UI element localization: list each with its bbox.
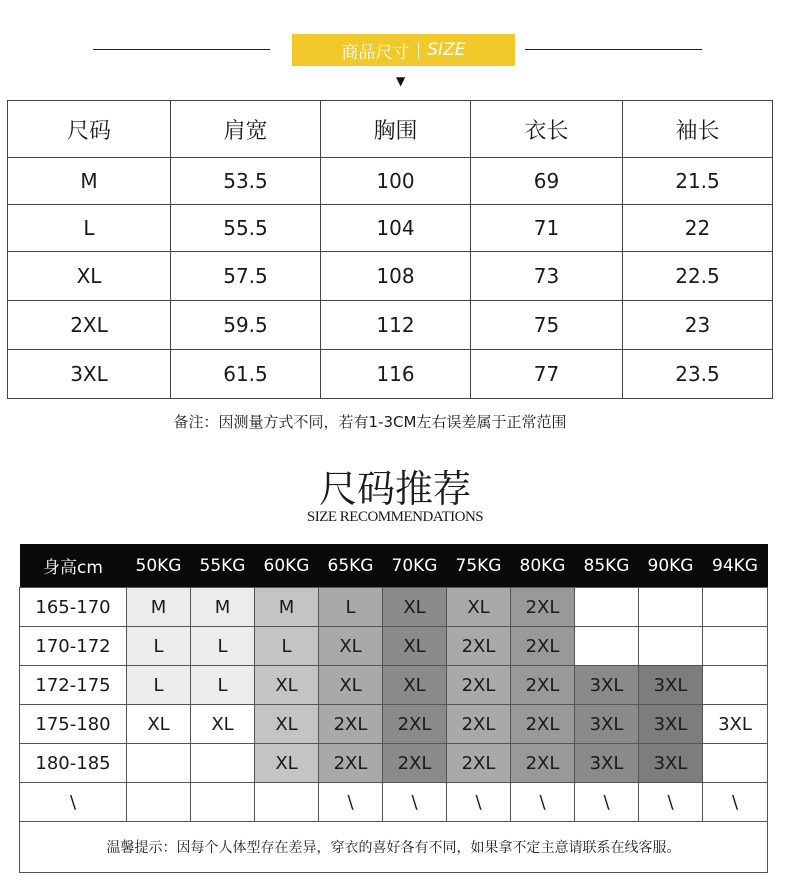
table-cell: 2XL <box>8 301 171 350</box>
recommendation-table <box>19 544 768 873</box>
table-cell: 71 <box>471 205 623 252</box>
table-row <box>20 744 768 783</box>
height-cell: 180-185 <box>20 744 127 783</box>
banner-separator: | <box>415 40 422 60</box>
size-cell: XL <box>255 705 319 744</box>
column-header: 65KG <box>319 544 383 588</box>
size-cell <box>639 588 703 627</box>
recommendation-title: 尺码推荐 <box>318 467 471 511</box>
column-header: 70KG <box>383 544 447 588</box>
column-header: 衣长 <box>471 101 623 158</box>
column-header: 94KG <box>703 544 768 588</box>
down-arrow-icon: ▼ <box>396 74 406 88</box>
table-row <box>8 350 773 399</box>
table-row <box>20 666 768 705</box>
size-cell: 2XL <box>511 627 575 666</box>
size-cell: M <box>191 588 255 627</box>
table-cell: 21.5 <box>623 158 773 205</box>
table-cell: 104 <box>321 205 471 252</box>
size-cell: 2XL <box>511 588 575 627</box>
table-row <box>20 588 768 627</box>
size-cell <box>575 627 639 666</box>
size-cell: XL <box>255 666 319 705</box>
height-cell: 172-175 <box>20 666 127 705</box>
table-cell: 112 <box>321 301 471 350</box>
size-cell: 2XL <box>511 744 575 783</box>
size-cell: 3XL <box>703 705 768 744</box>
size-cell: 3XL <box>639 666 703 705</box>
size-cell: XL <box>127 705 191 744</box>
column-header: 60KG <box>255 544 319 588</box>
banner-title-en: SIZE <box>427 40 466 60</box>
size-cell: 2XL <box>447 666 511 705</box>
size-cell <box>703 666 768 705</box>
size-cell: 2XL <box>319 744 383 783</box>
table-cell: XL <box>8 252 171 301</box>
table-cell: 3XL <box>8 350 171 399</box>
size-cell <box>703 744 768 783</box>
table-cell: L <box>8 205 171 252</box>
recommendation-header <box>20 544 768 588</box>
measurement-note: 备注：因测量方式不同，若有1-3CM左右误差属于正常范围 <box>173 413 567 431</box>
size-cell: \ <box>639 783 703 822</box>
size-cell: 3XL <box>575 744 639 783</box>
table-cell: 100 <box>321 158 471 205</box>
height-cell: \ <box>20 783 127 822</box>
size-cell: L <box>319 588 383 627</box>
size-cell: XL <box>447 588 511 627</box>
size-cell <box>575 588 639 627</box>
table-cell: 108 <box>321 252 471 301</box>
size-cell <box>639 627 703 666</box>
table-cell: 59.5 <box>171 301 321 350</box>
header-right-line <box>525 49 702 50</box>
height-cell: 175-180 <box>20 705 127 744</box>
table-cell: 23 <box>623 301 773 350</box>
height-cell: 170-172 <box>20 627 127 666</box>
size-cell: M <box>255 588 319 627</box>
table-cell: 22.5 <box>623 252 773 301</box>
table-cell: 69 <box>471 158 623 205</box>
table-cell: 22 <box>623 205 773 252</box>
column-header: 50KG <box>127 544 191 588</box>
table-row <box>8 252 773 301</box>
column-header: 胸围 <box>321 101 471 158</box>
size-cell <box>127 783 191 822</box>
table-row <box>8 301 773 350</box>
table-cell: 23.5 <box>623 350 773 399</box>
size-cell: \ <box>383 783 447 822</box>
size-cell: 3XL <box>575 705 639 744</box>
size-cell: XL <box>383 588 447 627</box>
table-row <box>8 158 773 205</box>
size-cell: M <box>127 588 191 627</box>
size-cell: XL <box>255 744 319 783</box>
column-header: 75KG <box>447 544 511 588</box>
table-cell: 75 <box>471 301 623 350</box>
table-cell: 77 <box>471 350 623 399</box>
recommendation-footer: 温馨提示：因每个人体型存在差异，穿衣的喜好各有不同，如果拿不定主意请联系在线客服。 <box>20 822 768 873</box>
column-header: 袖长 <box>623 101 773 158</box>
table-cell: 55.5 <box>171 205 321 252</box>
recommendation-subtitle: SIZE RECOMMENDATIONS <box>306 509 484 525</box>
size-cell: 2XL <box>319 705 383 744</box>
table-cell: 73 <box>471 252 623 301</box>
size-cell: XL <box>383 666 447 705</box>
size-cell <box>255 783 319 822</box>
size-banner <box>292 34 515 66</box>
size-cell: L <box>127 627 191 666</box>
table-cell: 53.5 <box>171 158 321 205</box>
table-row <box>20 627 768 666</box>
header-left-line <box>93 49 270 50</box>
size-table-header <box>8 101 773 158</box>
size-cell: L <box>255 627 319 666</box>
size-cell: XL <box>319 666 383 705</box>
size-cell: 2XL <box>383 705 447 744</box>
size-cell: 3XL <box>575 666 639 705</box>
size-cell: 2XL <box>447 744 511 783</box>
table-cell: M <box>8 158 171 205</box>
table-row <box>20 783 768 822</box>
size-table <box>7 100 773 399</box>
table-row <box>20 705 768 744</box>
column-header: 肩宽 <box>171 101 321 158</box>
size-cell: XL <box>191 705 255 744</box>
size-cell: 3XL <box>639 705 703 744</box>
size-cell <box>703 627 768 666</box>
column-header: 55KG <box>191 544 255 588</box>
table-cell: 57.5 <box>171 252 321 301</box>
column-header: 90KG <box>639 544 703 588</box>
banner-title-cn: 商品尺寸 <box>341 42 410 63</box>
height-cell: 165-170 <box>20 588 127 627</box>
size-cell: 2XL <box>511 705 575 744</box>
size-cell: L <box>191 627 255 666</box>
size-cell: L <box>127 666 191 705</box>
table-cell: 61.5 <box>171 350 321 399</box>
column-header: 80KG <box>511 544 575 588</box>
size-cell <box>191 783 255 822</box>
size-cell: 3XL <box>639 744 703 783</box>
size-cell: XL <box>319 627 383 666</box>
size-cell: 2XL <box>447 627 511 666</box>
size-cell: \ <box>575 783 639 822</box>
size-cell: 2XL <box>383 744 447 783</box>
size-cell <box>703 588 768 627</box>
size-cell: \ <box>447 783 511 822</box>
size-cell <box>127 744 191 783</box>
column-header: 身高cm <box>20 544 127 588</box>
size-cell: L <box>191 666 255 705</box>
size-cell: \ <box>511 783 575 822</box>
column-header: 尺码 <box>8 101 171 158</box>
table-row <box>8 205 773 252</box>
size-cell <box>191 744 255 783</box>
size-cell: 2XL <box>447 705 511 744</box>
column-header: 85KG <box>575 544 639 588</box>
footer-row <box>20 822 768 873</box>
size-cell: \ <box>319 783 383 822</box>
size-cell: 2XL <box>511 666 575 705</box>
size-cell: \ <box>703 783 768 822</box>
size-cell: XL <box>383 627 447 666</box>
table-cell: 116 <box>321 350 471 399</box>
